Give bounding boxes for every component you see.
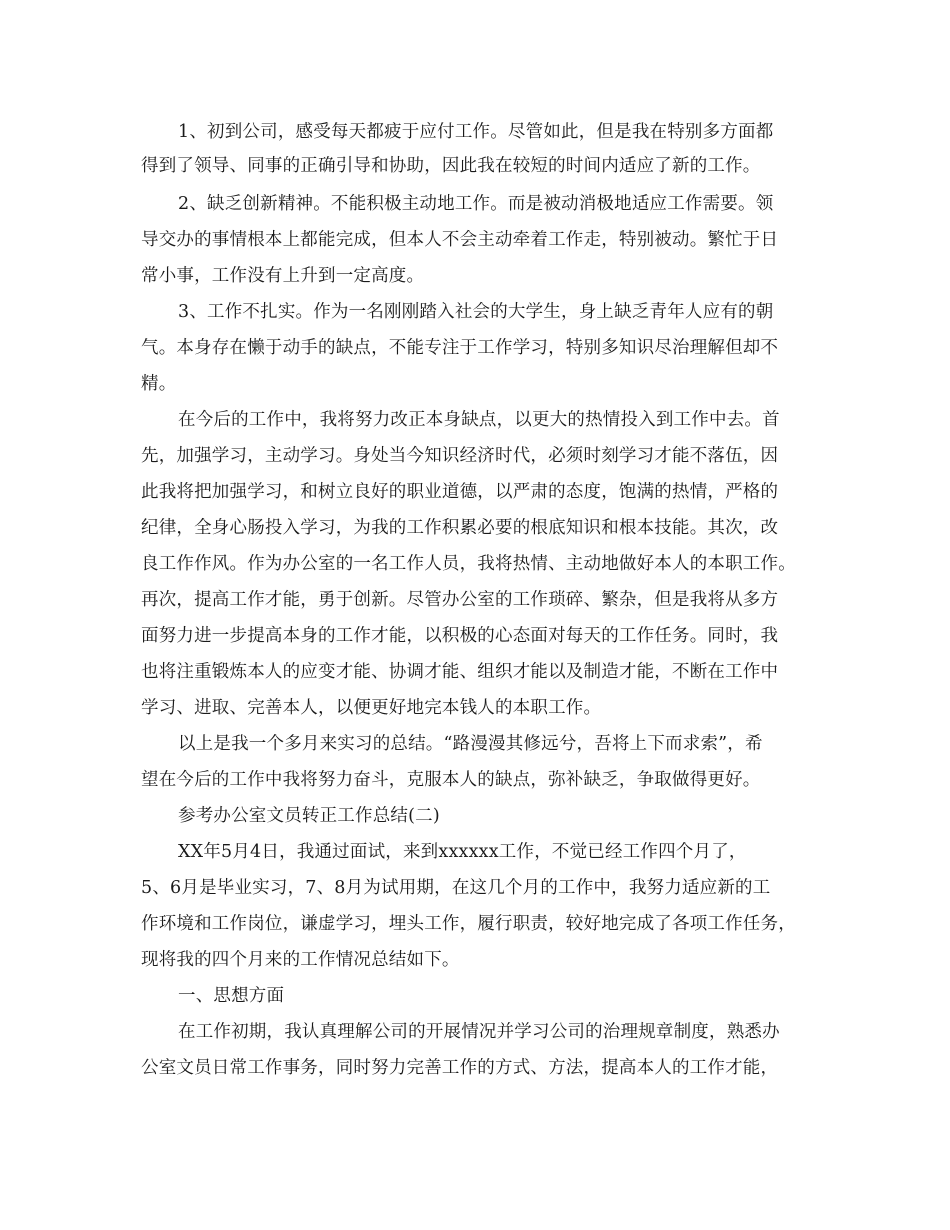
- text-line: 1、初到公司，感受每天都疲于应付工作。尽管如此，但是我在特别多方面都: [178, 122, 774, 142]
- text-line: 2、缺乏创新精神。不能积极主动地工作。而是被动消极地适应工作需要。领: [178, 194, 774, 214]
- text-line: 现将我的四个月来的工作情况总结如下。: [141, 950, 460, 970]
- text-line: XX年5月4日，我通过面试，来到xxxxxx工作，不觉已经工作四个月了，: [178, 842, 747, 862]
- text-line: 精。: [141, 374, 177, 394]
- text-line: 以上是我一个多月来实习的总结。“路漫漫其修远兮，吾将上下而求索”，希: [178, 734, 763, 754]
- text-line: 常小事，工作没有上升到一定高度。: [141, 266, 425, 286]
- text-line: 公室文员日常工作事务，同时努力完善工作的方式、方法，提高本人的工作才能，: [141, 1058, 779, 1078]
- text-line: 此我将把加强学习，和树立良好的职业道德，以严肃的态度，饱满的热情，严格的: [141, 482, 779, 502]
- text-line: 也将注重锻炼本人的应变才能、协调才能、组织才能以及制造才能，不断在工作中: [141, 662, 779, 682]
- section-heading: 一、思想方面: [178, 986, 285, 1006]
- text-line: 良工作作风。作为办公室的一名工作人员，我将热情、主动地做好本人的本职工作。: [141, 554, 796, 574]
- text-line: 导交办的事情根本上都能完成，但本人不会主动牵着工作走，特别被动。繁忙于日: [141, 230, 779, 250]
- text-line: 在工作初期，我认真理解公司的开展情况并学习公司的治理规章制度，熟悉办: [178, 1022, 780, 1042]
- text-line: 在今后的工作中，我将努力改正本身缺点，以更大的热情投入到工作中去。首: [178, 410, 780, 430]
- text-line: 作环境和工作岗位，谦虚学习，埋头工作，履行职责，较好地完成了各项工作任务，: [141, 914, 796, 934]
- text-line: 得到了领导、同事的正确引导和协助，因此我在较短的时间内适应了新的工作。: [141, 156, 761, 176]
- text-line: 纪律，全身心肠投入学习，为我的工作积累必要的根底知识和根本技能。其次，改: [141, 518, 779, 538]
- text-line: 学习、进取、完善本人，以便更好地完本钱人的本职工作。: [141, 698, 602, 718]
- section-heading: 参考办公室文员转正工作总结(二): [178, 806, 440, 826]
- text-line: 3、工作不扎实。作为一名刚刚踏入社会的大学生，身上缺乏青年人应有的朝: [178, 302, 774, 322]
- text-line: 先，加强学习，主动学习。身处当今知识经济时代，必须时刻学习才能不落伍，因: [141, 446, 779, 466]
- text-line: 面努力进一步提高本身的工作才能，以积极的心态面对每天的工作任务。同时，我: [141, 626, 779, 646]
- text-line: 望在今后的工作中我将努力奋斗，克服本人的缺点，弥补缺乏，争取做得更好。: [141, 770, 761, 790]
- text-line: 5、6月是毕业实习，7、8月为试用期，在这几个月的工作中，我努力适应新的工: [141, 878, 771, 898]
- text-line: 气。本身存在懒于动手的缺点，不能专注于工作学习，特别多知识尽治理解但却不: [141, 338, 779, 358]
- text-line: 再次，提高工作才能，勇于创新。尽管办公室的工作琐碎、繁杂，但是我将从多方: [141, 590, 779, 610]
